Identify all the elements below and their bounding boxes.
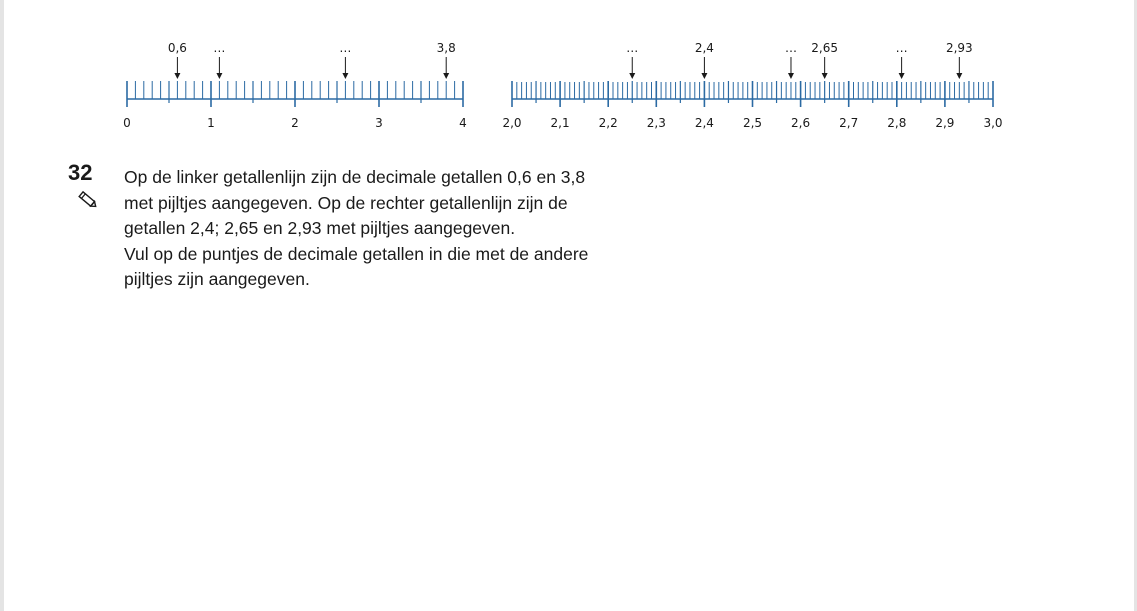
right-tick-label: 2,0 (502, 116, 522, 130)
left-tick-label: 2 (291, 116, 299, 130)
right-arrow-head (822, 73, 828, 79)
right-arrow-label: 2,4 (694, 41, 714, 55)
right-tick-label: 2,2 (598, 116, 618, 130)
exercise-line: getallen 2,4; 2,65 en 2,93 met pijltjes aangegeven. (124, 218, 516, 238)
exercise-text (124, 165, 684, 293)
exercise-line: met pijltjes aangegeven. Op de rechter getallenlijn zijn de (124, 192, 568, 213)
right-tick-label: 2,1 (550, 116, 570, 130)
right-arrow-label: … (895, 41, 908, 55)
exercise-line: Op de linker getallenlijn zijn de decimale getallen 0,6 en 3,8 (124, 167, 586, 187)
number-lines-figure (0, 0, 1137, 140)
right-arrow-label: … (626, 41, 639, 55)
right-arrow-head (956, 73, 962, 79)
exercise-number: 32 (68, 160, 93, 185)
left-arrow-head (216, 73, 222, 79)
exercise-line: Vul op de puntjes de decimale getallen in die met de andere (124, 243, 589, 264)
left-arrow-label: … (213, 41, 226, 55)
left-arrow-head (443, 73, 449, 79)
left-arrow-label: 0,6 (167, 41, 187, 55)
left-arrow-label: 3,8 (436, 41, 456, 55)
right-tick-label: 2,5 (742, 116, 763, 130)
right-tick-label: 2,6 (791, 116, 811, 130)
right-arrow-head (701, 73, 707, 79)
right-arrow-head (788, 73, 794, 79)
left-arrow-head (342, 73, 348, 79)
left-arrow-label: … (339, 41, 352, 55)
right-tick-label: 2,4 (694, 116, 714, 130)
right-tick-label: 2,9 (935, 116, 955, 130)
right-arrow-head (629, 73, 635, 79)
pencil-icon (76, 190, 100, 215)
left-tick-label: 1 (207, 116, 215, 130)
right-tick-label: 2,8 (887, 116, 907, 130)
right-tick-label: 3,0 (983, 116, 1003, 130)
right-arrow-head (899, 73, 905, 79)
exercise-line: pijltjes zijn aangegeven. (124, 269, 310, 289)
left-tick-label: 0 (123, 116, 131, 130)
right-arrow-label: 2,93 (945, 41, 973, 55)
left-tick-label: 4 (459, 116, 467, 130)
right-arrow-label: … (784, 41, 797, 55)
right-tick-label: 2,3 (646, 116, 666, 130)
right-tick-label: 2,7 (839, 116, 859, 130)
right-arrow-label: 2,65 (811, 41, 839, 55)
left-tick-label: 3 (375, 116, 383, 130)
left-arrow-head (174, 73, 180, 79)
